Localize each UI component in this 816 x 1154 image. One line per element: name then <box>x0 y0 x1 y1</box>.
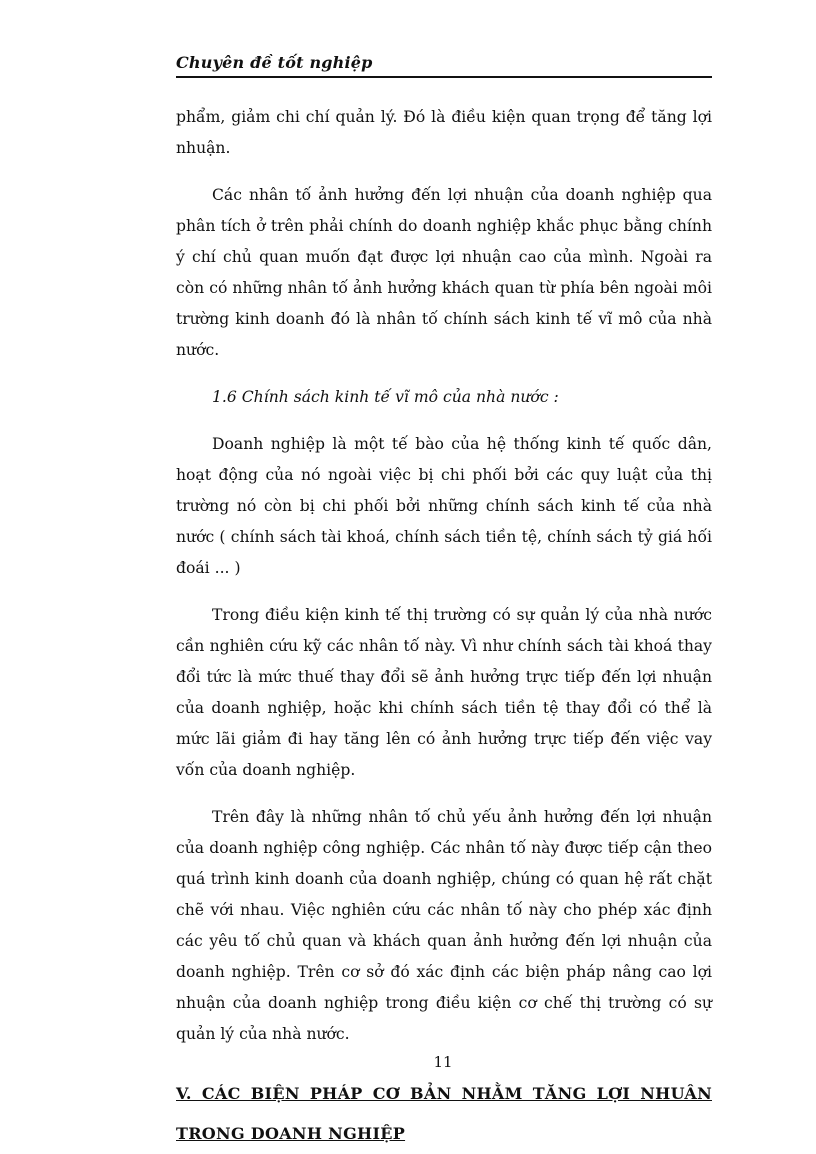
page-number: 11 <box>433 1053 453 1071</box>
header-title: Chuyên đề tốt nghiệp <box>176 53 373 72</box>
paragraph-conclusion: Trên đây là những nhân tố chủ yếu ảnh hưởng đến lợi nhuận của doanh nghiệp công nghiệp. Các nhân tố này được tiếp cận theo quá trình kinh doanh của doanh nghiệp, chúng có quan hệ rất chặt chẽ với nhau. Việc nghiên cứu các nhân tố này cho phép xác định các yêu tố chủ quan và khách quan ảnh hưởng đến lợi nhuận của doanh nghiệp. Trên cơ sở đó xác định các biện pháp nâng cao lợi nhuận của doanh nghiệp trong điều kiện cơ chế thị trường có sự quản lý của nhà nước. <box>176 808 712 1043</box>
section-heading: V. CÁC BIỆN PHÁP CƠ BẢN NHẰM TĂNG LỢI NHUÂN TRONG DOANH NGHIỆP <box>176 1084 712 1143</box>
document-body <box>176 102 712 1154</box>
paragraph-continuation: phẩm, giảm chi chí quản lý. Đó là điều kiện quan trọng để tăng lợi nhuận. <box>176 108 712 157</box>
subsection-heading: 1.6 Chính sách kinh tế vĩ mô của nhà nước : <box>212 388 559 406</box>
paragraph-market-conditions: Trong điều kiện kinh tế thị trường có sự quản lý của nhà nước cần nghiên cứu kỹ các nhân tố này. Vì như chính sách tài khoá thay đổi tức là mức thuế thay đổi sẽ ảnh hưởng trực tiếp đến lợi nhuận của doanh nghiệp, hoặc khi chính sách tiền tệ thay đổi có thể là mức lãi giảm đi hay tăng lên có ảnh hưởng trực tiếp đến việc vay vốn của doanh nghiệp. <box>176 606 712 779</box>
paragraph-factors-summary: Các nhân tố ảnh hưởng đến lợi nhuận của doanh nghiệp qua phân tích ở trên phải chính do doanh nghiệp khắc phục bằng chính ý chí chủ quan muốn đạt được lợi nhuận cao của mình. Ngoài ra còn có những nhân tố ảnh hưởng khách quan từ phía bên ngoài môi trường kinh doanh đó là nhân tố chính sách kinh tế vĩ mô của nhà nước. <box>176 186 712 359</box>
running-header <box>176 48 712 78</box>
paragraph-enterprise-cell: Doanh nghiệp là một tế bào của hệ thống kinh tế quốc dân, hoạt động của nó ngoài việc bị chi phối bởi các quy luật của thị trường nó còn bị chi phối bởi những chính sách kinh tế của nhà nước ( chính sách tài khoá, chính sách tiền tệ, chính sách tỷ giá hối đoái ... ) <box>176 435 712 577</box>
